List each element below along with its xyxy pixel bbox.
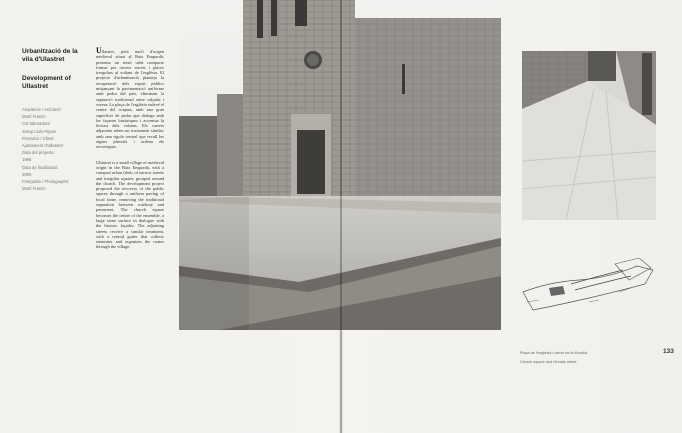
credit-line: 1996 [22, 157, 32, 163]
project-credits [22, 106, 84, 192]
credit-line: Arquitecte / Architect: [22, 107, 62, 112]
paragraph-english: Ullastret is a small village of medieval origin in the Baix Empordà, with a compact urban fabric of narrow streets and irregular squares grouped around the church. The development project proposed the recovery of the public spaces through a uniform paving of local stone, removing the traditional separation between roadway and pavement. The church square becomes the centre of the ensemble, a large stone surface in dialogue with the historic façades. The adjoining streets receive a similar treatment, with a central gutter that collects rainwater and organizes the routes through the village. [96, 159, 164, 250]
caption-english: Church square and Muralla street. [520, 360, 578, 364]
credit-line: Col·laboradors: [22, 121, 51, 127]
photo-caption [520, 351, 608, 369]
caption-catalan: Plaça de l'església i carrer de la Muralla. [520, 351, 589, 355]
title-catalan: Urbanització de la vila d'Ulastret [22, 48, 78, 63]
street-photo [522, 51, 656, 220]
title-english: Development of Ullastret [22, 75, 71, 90]
credit-line: Fotografia / Photographs: [22, 179, 70, 185]
dropcap: U [96, 46, 102, 55]
paragraph-catalan [96, 48, 164, 150]
project-sidebar [22, 48, 84, 192]
credit-line: Data del projecte: [22, 150, 55, 156]
credit-line: 2000 [22, 171, 32, 177]
paragraph-catalan-text: llastret, petit nucli d'origen medieval situat al Baix Empordà, presenta un teixit urbà compacte format per carrers estrets i places irregulars al voltant de l'església. El projecte d'urbanització planteja la recuperació dels espais públics mitjançant la pavimentació uniforme amb pedra del país, eliminant la separació tradicional entre calçada i vorera. La plaça de l'església esdevé el centre del conjunt, amb una gran superfície de pedra que dialoga amb les façanes històriques i accentua la lectura dels volums. Els carrers adjacents reben un tractament similar, amb una rigola central que recull les aigües pluvials i ordena els recorreguts. [96, 49, 164, 150]
credit-line: Josep Lluís Pijoan [22, 128, 56, 134]
page-gutter [340, 0, 342, 433]
body-text-column [96, 48, 164, 260]
credit-line: Ajuntament d'Ullastret [22, 143, 63, 149]
page-number: 133 [663, 348, 674, 355]
credit-line: Martí Franch [22, 186, 46, 192]
credit-line: Promotor / Client: [22, 135, 55, 141]
credit-line: Data de finalització: [22, 164, 59, 170]
credit-line: Martí Franch [22, 114, 46, 120]
site-plan-sketch [519, 258, 657, 318]
